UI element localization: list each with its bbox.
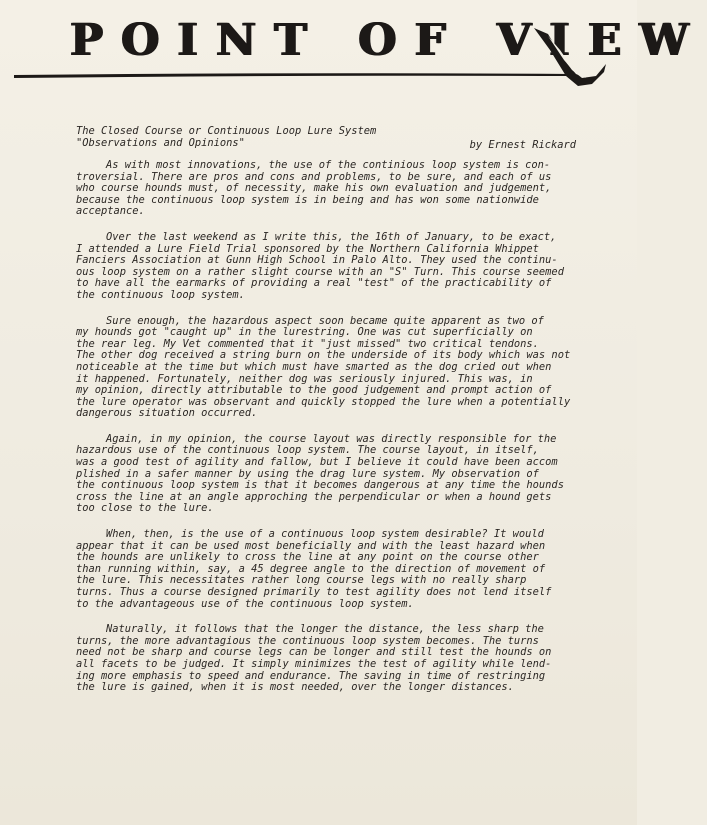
paragraph-line: the lure. This necessitates rather long course legs with no really sharp — [76, 574, 527, 587]
paragraph-line: I attended a Lure Field Trial sponsored by the Northern California Whippet — [76, 242, 539, 255]
paragraph-line: acceptance. — [76, 205, 145, 218]
paragraph-line: troversial. There are pros and cons and problems, to be sure, and each of us — [76, 170, 552, 183]
paragraph-line: plished in a safer manner by using the drag lure system. My observation of — [76, 467, 539, 480]
paragraph-line: As with most innovations, the use of the continious loop system is con- — [106, 159, 551, 171]
paragraph-line: the continuous loop system. — [76, 288, 245, 301]
paragraph-line: was a good test of agility and fallow, but I believe it could have been accom — [76, 456, 558, 469]
paragraph-line: appear that it can be used most beneficially and with the least hazard when — [76, 539, 546, 552]
article-subtitle-line: "Observations and Opinions" — [76, 136, 245, 149]
paragraph-line: Naturally, it follows that the longer the distance, the less sharp the — [106, 623, 544, 636]
article-paragraph — [76, 529, 576, 610]
paragraph-line: cross the line at an angle approching the perpendicular or when a hound gets — [76, 490, 552, 503]
paragraph-line: The other dog received a string burn on the underside of its body which was not — [76, 349, 571, 362]
masthead-rule — [14, 72, 574, 78]
paragraph-line: noticeable at the time but which must have smarted as the dog cried out when — [76, 360, 552, 373]
paragraph-line: dangerous situation occurred. — [76, 407, 258, 420]
paragraph-line: the hounds are unlikely to cross the line at any point on the course other — [76, 551, 539, 564]
paragraph-line: my hounds got "caught up" in the lurestring. One was cut superficially on — [76, 326, 533, 339]
paragraph-line: it happened. Fortunately, neither dog was seriously injured. This was, in — [76, 372, 533, 385]
paragraph-line: the continuous loop system is that it becomes dangerous at any time the hounds — [76, 479, 564, 492]
paragraph-line: turns, the more advantagious the continuous loop system becomes. The turns — [76, 634, 539, 647]
paragraph-line: the lure is gained, when it is most needed, over the longer distances. — [76, 681, 514, 694]
masthead — [70, 14, 707, 70]
paragraph-line: the lure operator was observant and quickly stopped the lure when a potentially — [76, 395, 571, 408]
paragraph-line: Again, in my opinion, the course layout was directly responsible for the — [106, 432, 557, 445]
paragraph-line: my opinion, directly attributable to the good judgement and prompt action of — [76, 384, 552, 397]
paragraph-line: to have all the earmarks of providing a real "test" of the practicability of — [76, 277, 552, 290]
paragraph-line: to the advantageous use of the continuous loop system. — [76, 597, 414, 610]
paragraph-line: turns. Thus a course designed primarily to test agility does not lend itself — [76, 586, 552, 598]
article-header — [76, 126, 576, 160]
paragraph-line: the rear leg. My Vet commented that it "just missed" two critical tendons. — [76, 337, 539, 350]
paragraph-line: need not be sharp and course legs can be longer and still test the hounds on — [76, 646, 552, 659]
article-paragraph — [76, 160, 576, 218]
paragraph-line: than running within, say, a 45 degree angle to the direction of movement of — [76, 562, 546, 575]
arrow-swoosh-icon — [530, 20, 610, 90]
paragraph-line: Fanciers Association at Gunn High School in Palo Alto. They used the continu- — [76, 254, 558, 267]
article — [76, 126, 576, 708]
article-title-line: The Closed Course or Continuous Loop Lure System — [76, 125, 377, 137]
paragraph-line: ous loop system on a rather slight course with an "S" Turn. This course seemed — [76, 265, 564, 278]
article-paragraph — [76, 624, 576, 694]
paragraph-line: because the continuous loop system is in being and has won some nationwide — [76, 193, 539, 206]
paragraph-line: Over the last weekend as I write this, the 16th of January, to be exact, — [106, 230, 557, 243]
article-byline: by Ernest Rickard — [469, 139, 576, 151]
paragraph-line: who course hounds must, of necessity, make his own evaluation and judgement, — [76, 182, 552, 195]
paragraph-line: all facets to be judged. It simply minimizes the test of agility while lend- — [76, 657, 552, 670]
article-paragraph — [76, 434, 576, 515]
paragraph-line: too close to the lure. — [76, 502, 214, 515]
article-body — [76, 160, 576, 694]
masthead-title: POINT OF VIEW — [70, 15, 707, 66]
paragraph-line: ing more emphasis to speed and endurance. The saving in time of restringing — [76, 669, 546, 682]
paragraph-line: When, then, is the use of a continuous loop system desirable? It would — [106, 528, 544, 541]
article-title — [76, 126, 406, 149]
paragraph-line: Sure enough, the hazardous aspect soon became quite apparent as two of — [106, 314, 544, 327]
paragraph-line: hazardous use of the continuous loop system. The course layout, in itself, — [76, 444, 539, 457]
article-paragraph — [76, 316, 576, 420]
article-paragraph — [76, 232, 576, 302]
